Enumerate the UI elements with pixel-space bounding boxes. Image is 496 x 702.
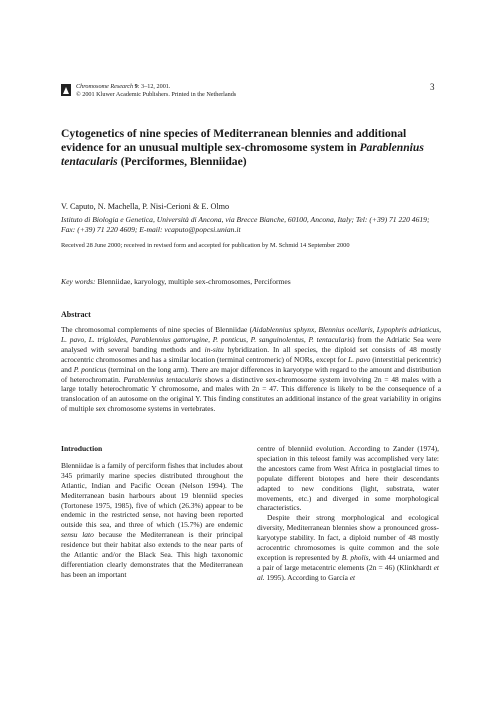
journal-citation bbox=[76, 83, 236, 91]
intro-text: Despite their strong morphological and ecological diversity, Mediterranean blennies show a pronounced gross-karyotype stability. In fact, a diploid number of 48 mostly acrocentric chromosomes is quite common and the sole exception is represented by bbox=[257, 513, 439, 562]
right-column bbox=[257, 444, 439, 583]
journal-volume: 9 bbox=[134, 83, 138, 90]
abstract-part: in-situ bbox=[204, 344, 224, 354]
intro-text: et al. bbox=[257, 562, 439, 582]
journal-name: Chromosome Research bbox=[76, 83, 134, 90]
journal-pages: : 3–12, 2001. bbox=[137, 83, 171, 90]
abstract-part: hybridization. In all species, the diploid set consists of 48 mostly acrocentric chromosomes and has a similar location (terminal centromeric) of NORs, except for bbox=[61, 344, 441, 364]
abstract-part: The chromosomal complements of nine species of Blenniidae ( bbox=[61, 325, 253, 334]
keywords-text: Blenniidae, karyology, multiple sex-chromosomes, Perciformes bbox=[97, 277, 291, 286]
intro-text: Blenniidae is a family of perciform fishes that includes about 345 primarily marine species distributed throughout the Atlantic, Indian and Pacific Ocean (Nelson 1994). The Mediterranean basin harbours about 19 blenniid species (Tortonese 1975, 1985), five of which (26.3%) appear to be endemic in the restricted sense, not having been reported outside this sea, and three of which (15.7%) are endemic bbox=[61, 460, 243, 530]
copyright-line: © 2001 Kluwer Academic Publishers. Printed in the Netherlands bbox=[76, 91, 237, 98]
title-main: Cytogenetics of nine species of Mediterranean blennies and additional evidence for an unusual multiple sex-chromosome system in bbox=[61, 127, 407, 154]
abstract-part: Parablennius tentacularis bbox=[123, 374, 202, 384]
intro-text: et bbox=[349, 572, 356, 582]
intro-text: because the Mediterranean is their principal residence but their habitat also extends to the near parts of the Atlantic and/or the Black Sea. This high taxonomic differentiation clearly demonstrates that the Mediterranean has been an important bbox=[61, 530, 243, 579]
introduction-heading: Introduction bbox=[61, 444, 103, 453]
page-number: 3 bbox=[430, 82, 435, 92]
intro-text: , with 44 uniarmed and a pair of large metacentric elements (2n = 46) (Klinkhardt bbox=[257, 552, 439, 572]
intro-text: sensu lato bbox=[61, 530, 94, 540]
intro-paragraph bbox=[61, 461, 243, 580]
abstract-part: (interstitial pericentric) and bbox=[61, 354, 442, 374]
keywords-label: Key words: bbox=[61, 277, 96, 286]
intro-text: B. pholis bbox=[341, 552, 369, 562]
abstract-part: (terminal on the long arm). There are major differences in karyotype with regard to the amount and distribution of heterochromatin. bbox=[61, 364, 441, 384]
abstract-part: shows a distinctive sex-chromosome system involving 2n = 48 males with a large totally heterochromatic Y chromosome, and males with 2n = 47. This difference is likely to be the consequence of a translocation of an autosome on the original Y. This finding constitutes an additional instance of the great variability in origins of multiple sex chromosome systems in vertebrates. bbox=[61, 374, 441, 414]
intro-text: 1995). According to García bbox=[264, 572, 350, 582]
publisher-logo-icon bbox=[61, 84, 71, 96]
left-column bbox=[61, 444, 243, 580]
article-title bbox=[61, 127, 441, 169]
abstract-part: L. pavo bbox=[348, 354, 371, 364]
affiliation: Istituto di Biologia e Genetica, Università di Ancona, via Brecce Bianche, 60100, Ancona, Italy; Tel: (+39) 71 220 4619; Fax: (+39) 71 220 4609; E-mail: vcaputo@popcsi.unian.it bbox=[61, 215, 430, 234]
abstract-part: ) from the Adriatic Sea were analysed with several banding methods and bbox=[61, 334, 441, 354]
title-species: Parablennius tentacularis bbox=[61, 141, 424, 168]
intro-paragraph bbox=[257, 513, 439, 582]
abstract-heading: Abstract bbox=[61, 310, 91, 319]
received-dates: Received 28 June 2000; received in revised form and accepted for publication by M. Schmid 14 September 2000 bbox=[61, 242, 350, 249]
author-list: V. Caputo, N. Machella, P. Nisi-Cerioni & E. Olmo bbox=[61, 202, 230, 211]
journal-header bbox=[76, 83, 236, 99]
abstract-part: Aidablennius sphynx, Blennius ocellaris, Lypophris adriaticus, L. pavo, L. trigloides, Parablennius gattorugine, P. ponticus, P. sanguinolentus, P. tentacularis bbox=[61, 325, 441, 344]
title-suffix: (Perciformes, Blenniidae) bbox=[117, 155, 247, 168]
keywords bbox=[61, 277, 291, 286]
abstract-part: P. ponticus bbox=[73, 364, 107, 374]
abstract-text bbox=[61, 325, 441, 414]
intro-paragraph: centre of blenniid evolution. According to Zander (1974), speciation in this teleost family was accomplished very late: the ancestors came from West Africa in postglacial times to populate different biotopes and here their descendants adapted to new conditions (light, substrata, water movements, etc.) and diverged in some morphological characteristics. bbox=[257, 444, 439, 513]
